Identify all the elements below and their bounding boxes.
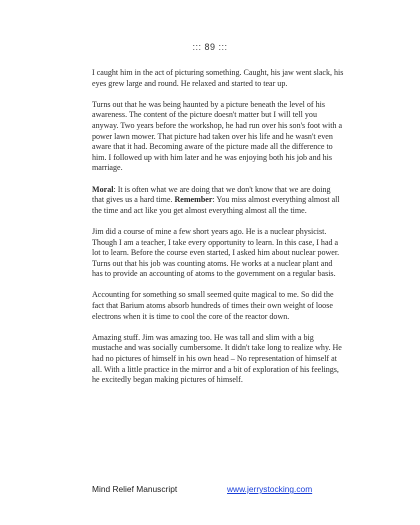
paragraph-1: I caught him in the act of picturing something. Caught, his jaw went slack, his eyes grew large and round. He relaxed and started to tear up.	[92, 68, 344, 88]
remember-label: Remember	[174, 195, 213, 205]
paragraph-4: Jim did a course of mine a few short years ago. He is a nuclear physicist. Though I am a teacher, I take every opportunity to learn. In this case, I had a lot to learn. Before the course even started, I asked him about nuclear power. Turns out that his job was counting atoms. He works at a nuclear plant and has to provide an accounting of atoms to the government on a regular basis.	[92, 226, 340, 279]
website-link[interactable]: www.jerrystocking.com	[227, 484, 313, 494]
footer-title: Mind Relief Manuscript	[92, 484, 178, 494]
paragraph-6: Amazing stuff. Jim was amazing too. He was tall and slim with a big mustache and was socially cumbersome. It didn't take long to realize why. He had no pictures of himself in his own head – No representation of himself at all. With a little practice in the mirror and a bit of exploration of his feelings, he excitedly began making pictures of himself.	[92, 332, 342, 385]
remember-text: : You miss almost everything almost all the time and act like you get almost everything almost all the time.	[92, 195, 340, 215]
moral-text: : It is often what we are doing that we don't know that we are doing that gives us a hard time.	[92, 184, 331, 205]
paragraph-5: Accounting for something so small seemed quite magical to me. So did the fact that Barium atoms absorb hundreds of times their own weight of loose electrons when it is time to cool the core of the reactor down.	[92, 290, 334, 321]
moral-label: Moral	[92, 184, 114, 194]
body-text	[92, 68, 344, 396]
paragraph-moral	[92, 185, 344, 217]
page-number: ::: 89 :::	[192, 42, 228, 52]
paragraph-2: Turns out that he was being haunted by a picture beneath the level of his awareness. The content of the picture doesn't matter but I will tell you anyway. Two years before the workshop, he had run over his son's foot with a power lawn mower. That picture had taken over his life and he wasn't even aware that it had. Becoming aware of the picture made all the difference to him. I followed up with him later and he was enjoying both his job and his marriage.	[92, 99, 343, 173]
